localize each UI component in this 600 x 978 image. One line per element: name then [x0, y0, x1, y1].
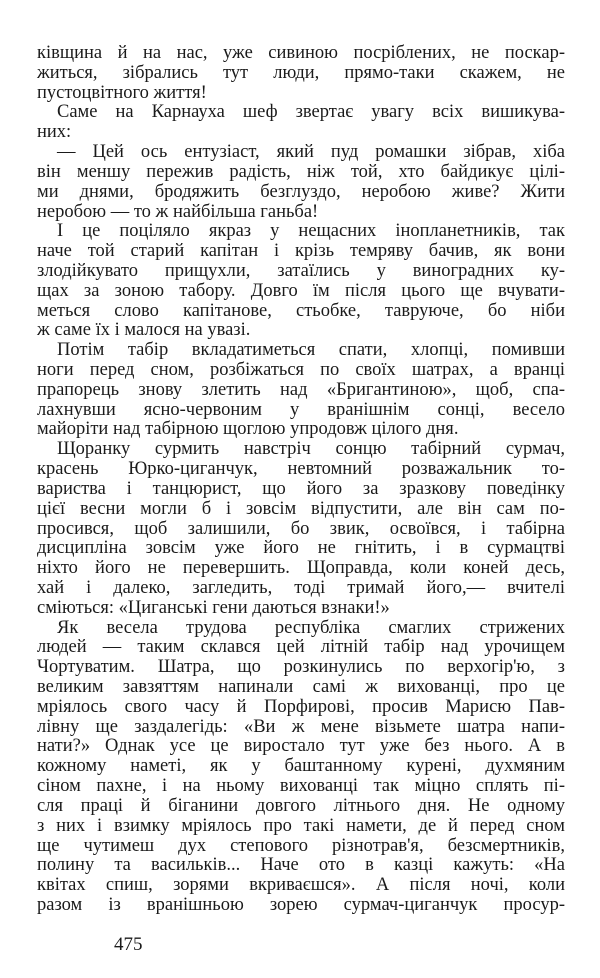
- text-line: І це поціляло якраз у нещасних інопланетників, так: [57, 221, 565, 242]
- text-line: ніхто його не перевершить. Щоправда, коли коней десь,: [37, 558, 565, 579]
- text-line: мріялось свого часу й Порфирові, просив Марисю Пав-: [37, 696, 565, 717]
- text-line: меться слово капітанове, стьобке, тавруюче, бо ніби: [37, 300, 565, 321]
- text-line: Чортуватим. Шатра, що розкинулись по верхогір'ю, з: [37, 657, 565, 678]
- text-line: ківщина й на нас, уже сивиною посріблених, не поскар-: [37, 43, 565, 63]
- text-line: сіном пахне, і на ньому вихованці так міцно сплять пі-: [37, 776, 565, 797]
- text-line: дисципліна зовсім уже його не гнітить, і в сурмацтві: [37, 538, 565, 559]
- text-line: нати?» Однак усе це виростало тут уже без нього. А в: [37, 736, 565, 757]
- text-line: злодійкувато прищухли, затаїлись у виноградних ку-: [37, 260, 565, 281]
- text-line: Щоранку сурмить навстріч сонцю табірний сурмач,: [57, 439, 565, 460]
- text-line: з них і взимку мріялось про такі намети, де й перед сном: [37, 815, 565, 836]
- text-line: наче той старий капітан і крізь темряву бачив, як вони: [37, 241, 565, 262]
- text-line: квітах спиш, зорями вкриваєшся». А після ночі, коли: [37, 875, 565, 896]
- page-number: 475: [114, 934, 143, 955]
- paragraph: [37, 44, 565, 103]
- text-line: цієї весни могли б і зовсім відпустити, але він сам по-: [37, 498, 565, 519]
- text-line: сля праці й біганини довгого літнього дня. Не одному: [37, 795, 565, 816]
- text-line: майоріти над табірною щоглою упродовж цілого дня.: [37, 419, 459, 440]
- text-line: пустоцвітного життя!: [37, 82, 207, 103]
- text-line: він меншу пережив радість, ніж той, хто байдикує цілі-: [37, 161, 565, 182]
- paragraph: [37, 440, 565, 618]
- paragraph: [37, 143, 565, 222]
- text-line: ж саме їх і малося на увазі.: [37, 320, 251, 341]
- text-line: разом із вранішньою зорею сурмач-циганчук просур-: [37, 894, 565, 915]
- paragraph: [37, 222, 565, 341]
- text-line: великим завзяттям напинали самі ж вихованці, про це: [37, 677, 565, 697]
- text-line: лівну ще заздалегідь: «Ви ж мене візьмете шатра напи-: [37, 716, 565, 737]
- text-line: ще чутимеш дух степового різнотрав'я, безсмертників,: [37, 835, 565, 856]
- text-line: них:: [37, 122, 72, 143]
- text-line: — Цей ось ентузіаст, який пуд ромашки зібрав, хіба: [57, 142, 565, 163]
- text-line: людей — таким склався цей літній табір над урочищем: [37, 637, 565, 658]
- paragraph: [37, 619, 565, 916]
- text-line: Потім табір вкладатиметься спати, хлопці, помивши: [57, 340, 565, 361]
- text-line: сміються: «Циганські гени даються взнаки!»: [37, 597, 390, 618]
- text-line: красень Юрко-циганчук, невтомний розважальник то-: [37, 459, 565, 480]
- paragraph: [37, 341, 565, 440]
- text-line: вариства і танцюрист, що його за зразкову поведінку: [37, 478, 565, 499]
- text-line: Як весела трудова республіка смаглих стрижених: [57, 617, 565, 638]
- text-line: ноги перед сном, розбіжаться по своїх шатрах, а вранці: [37, 360, 565, 380]
- text-line: Саме на Карнауха шеф звертає увагу всіх вишикува-: [57, 102, 565, 123]
- text-line: кожному наметі, як у баштанному курені, духмяним: [37, 756, 565, 777]
- text-line: житься, зібрались тут люди, прямо-таки скажем, не: [37, 62, 565, 83]
- page-body-text: [37, 44, 565, 916]
- text-line: неробою — то ж найбільша ганьба!: [37, 201, 319, 222]
- text-line: хай і далеко, загледить, тоді тримай його,— вчителі: [37, 577, 565, 598]
- text-line: просився, щоб залишили, бо звик, освоївся, і табірна: [37, 518, 565, 539]
- text-line: щах за зоною табору. Довго їм після цього ще вчувати-: [37, 280, 565, 301]
- text-line: полину та васильків... Наче ото в казці кажуть: «На: [37, 855, 565, 876]
- text-line: лахнувши ясно-червоним у вранішнім сонці, весело: [37, 399, 565, 420]
- text-line: прапорець знову злетить над «Бригантиною», щоб, спа-: [37, 379, 565, 400]
- paragraph: [37, 103, 565, 143]
- text-line: ми днями, бродяжить безглуздо, неробою живе? Жити: [37, 181, 565, 202]
